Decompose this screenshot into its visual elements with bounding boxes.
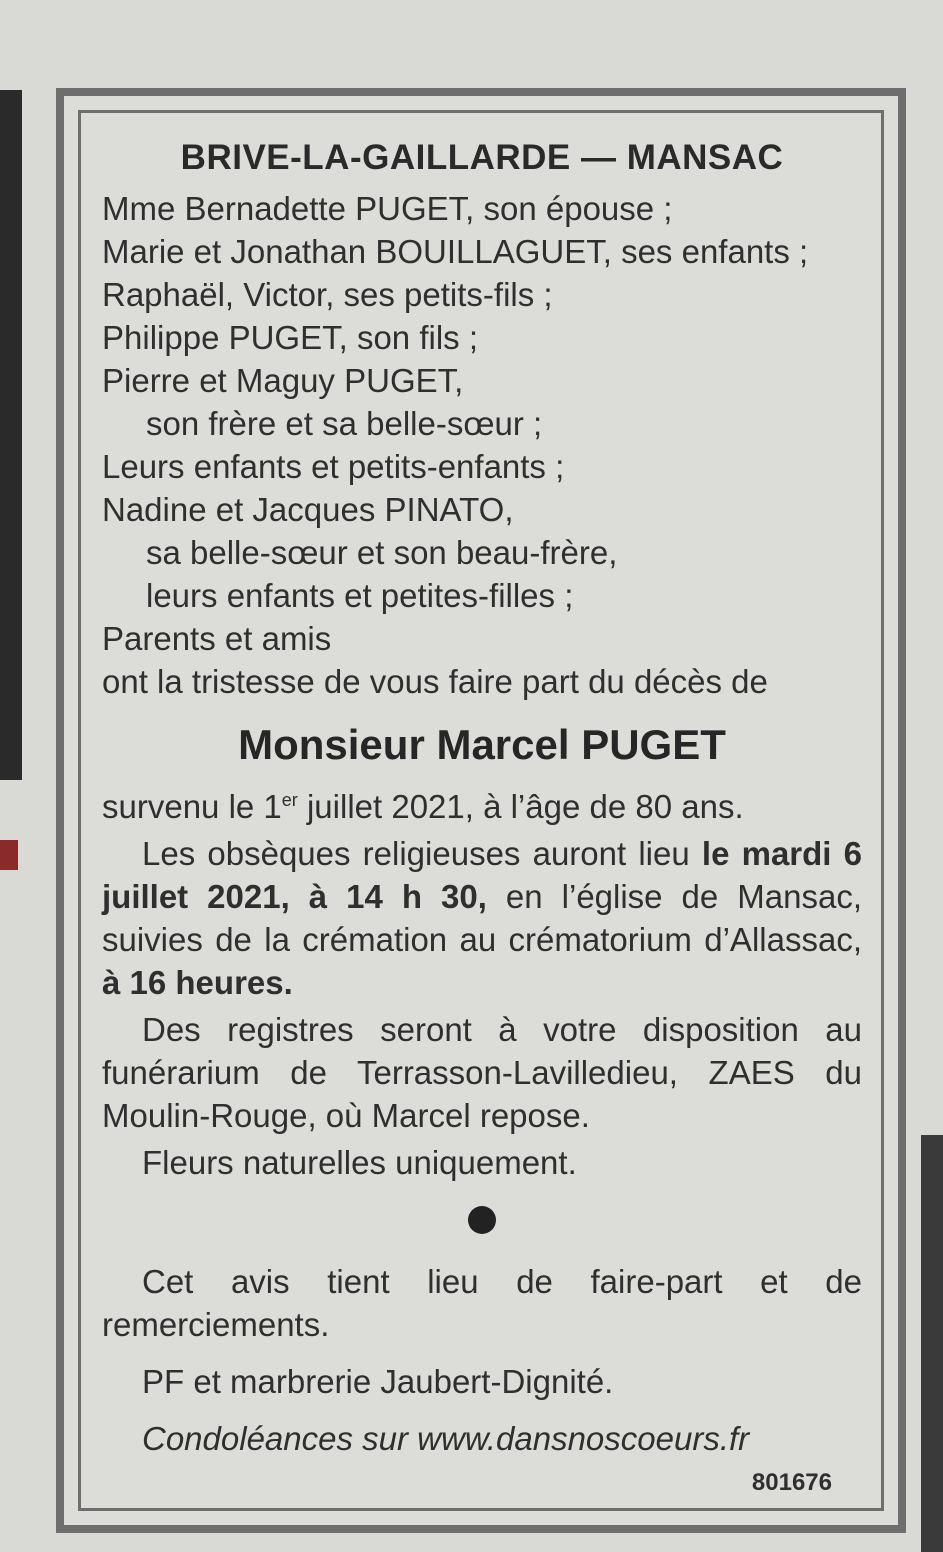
- notice-content: [102, 136, 862, 1460]
- family-line: ont la tristesse de vous faire part du décès de: [102, 663, 768, 700]
- condolences-link: Condoléances sur www.dansnoscoeurs.fr: [142, 1420, 750, 1457]
- family-line: Philippe PUGET, son fils ;: [102, 319, 478, 356]
- funeral-text-2: en l’église de Mansac, suivies de la crémation au crématorium d’Allassac,: [102, 878, 862, 958]
- funeral-home: PF et marbrerie Jaubert-Dignité.: [142, 1363, 614, 1400]
- funeral-date: le mardi 6 juillet 2021, à 14 h 30,: [102, 835, 862, 915]
- family-line: Pierre et Maguy PUGET,: [102, 362, 464, 399]
- deceased-name: Monsieur Marcel PUGET: [238, 721, 726, 768]
- death-prefix: survenu le 1: [102, 788, 282, 825]
- registers-paragraph: Des registres seront à votre disposition au funérarium de Terrasson-Lavilledieu, ZAES du Moulin-Rouge, où Marcel repose.: [102, 1011, 862, 1134]
- page-mark: [0, 840, 18, 870]
- family-line: Raphaël, Victor, ses petits-fils ;: [102, 276, 553, 313]
- flowers-line: Fleurs naturelles uniquement.: [142, 1144, 577, 1181]
- death-line: [102, 785, 862, 828]
- notice-statement: Cet avis tient lieu de faire-part et de remerciements.: [102, 1263, 862, 1343]
- family-line: Mme Bernadette PUGET, son épouse ;: [102, 190, 673, 227]
- funeral-details: [102, 832, 862, 1004]
- family-line: sa belle-sœur et son beau-frère,: [146, 534, 618, 571]
- obituary-notice: [56, 88, 906, 1533]
- ordinal-suffix: er: [281, 790, 298, 810]
- family-line: Parents et amis: [102, 620, 332, 657]
- family-line: Marie et Jonathan BOUILLAGUET, ses enfants ;: [102, 233, 809, 270]
- family-line: Nadine et Jacques PINATO,: [102, 491, 514, 528]
- notice-heading: BRIVE-LA-GAILLARDE — MANSAC: [180, 138, 784, 177]
- reference-number: 801676: [751, 1469, 832, 1496]
- death-suffix: juillet 2021, à l’âge de 80 ans.: [297, 788, 744, 825]
- cremation-time: à 16 heures.: [102, 964, 293, 1001]
- family-line: son frère et sa belle-sœur ;: [146, 405, 543, 442]
- family-line: leurs enfants et petites-filles ;: [146, 577, 574, 614]
- separator-dot: [468, 1206, 496, 1234]
- page-edge-left: [0, 90, 22, 780]
- family-line: Leurs enfants et petits-enfants ;: [102, 448, 565, 485]
- page-edge-right: [921, 1135, 943, 1552]
- funeral-text-1: Les obsèques religieuses auront lieu: [142, 835, 702, 872]
